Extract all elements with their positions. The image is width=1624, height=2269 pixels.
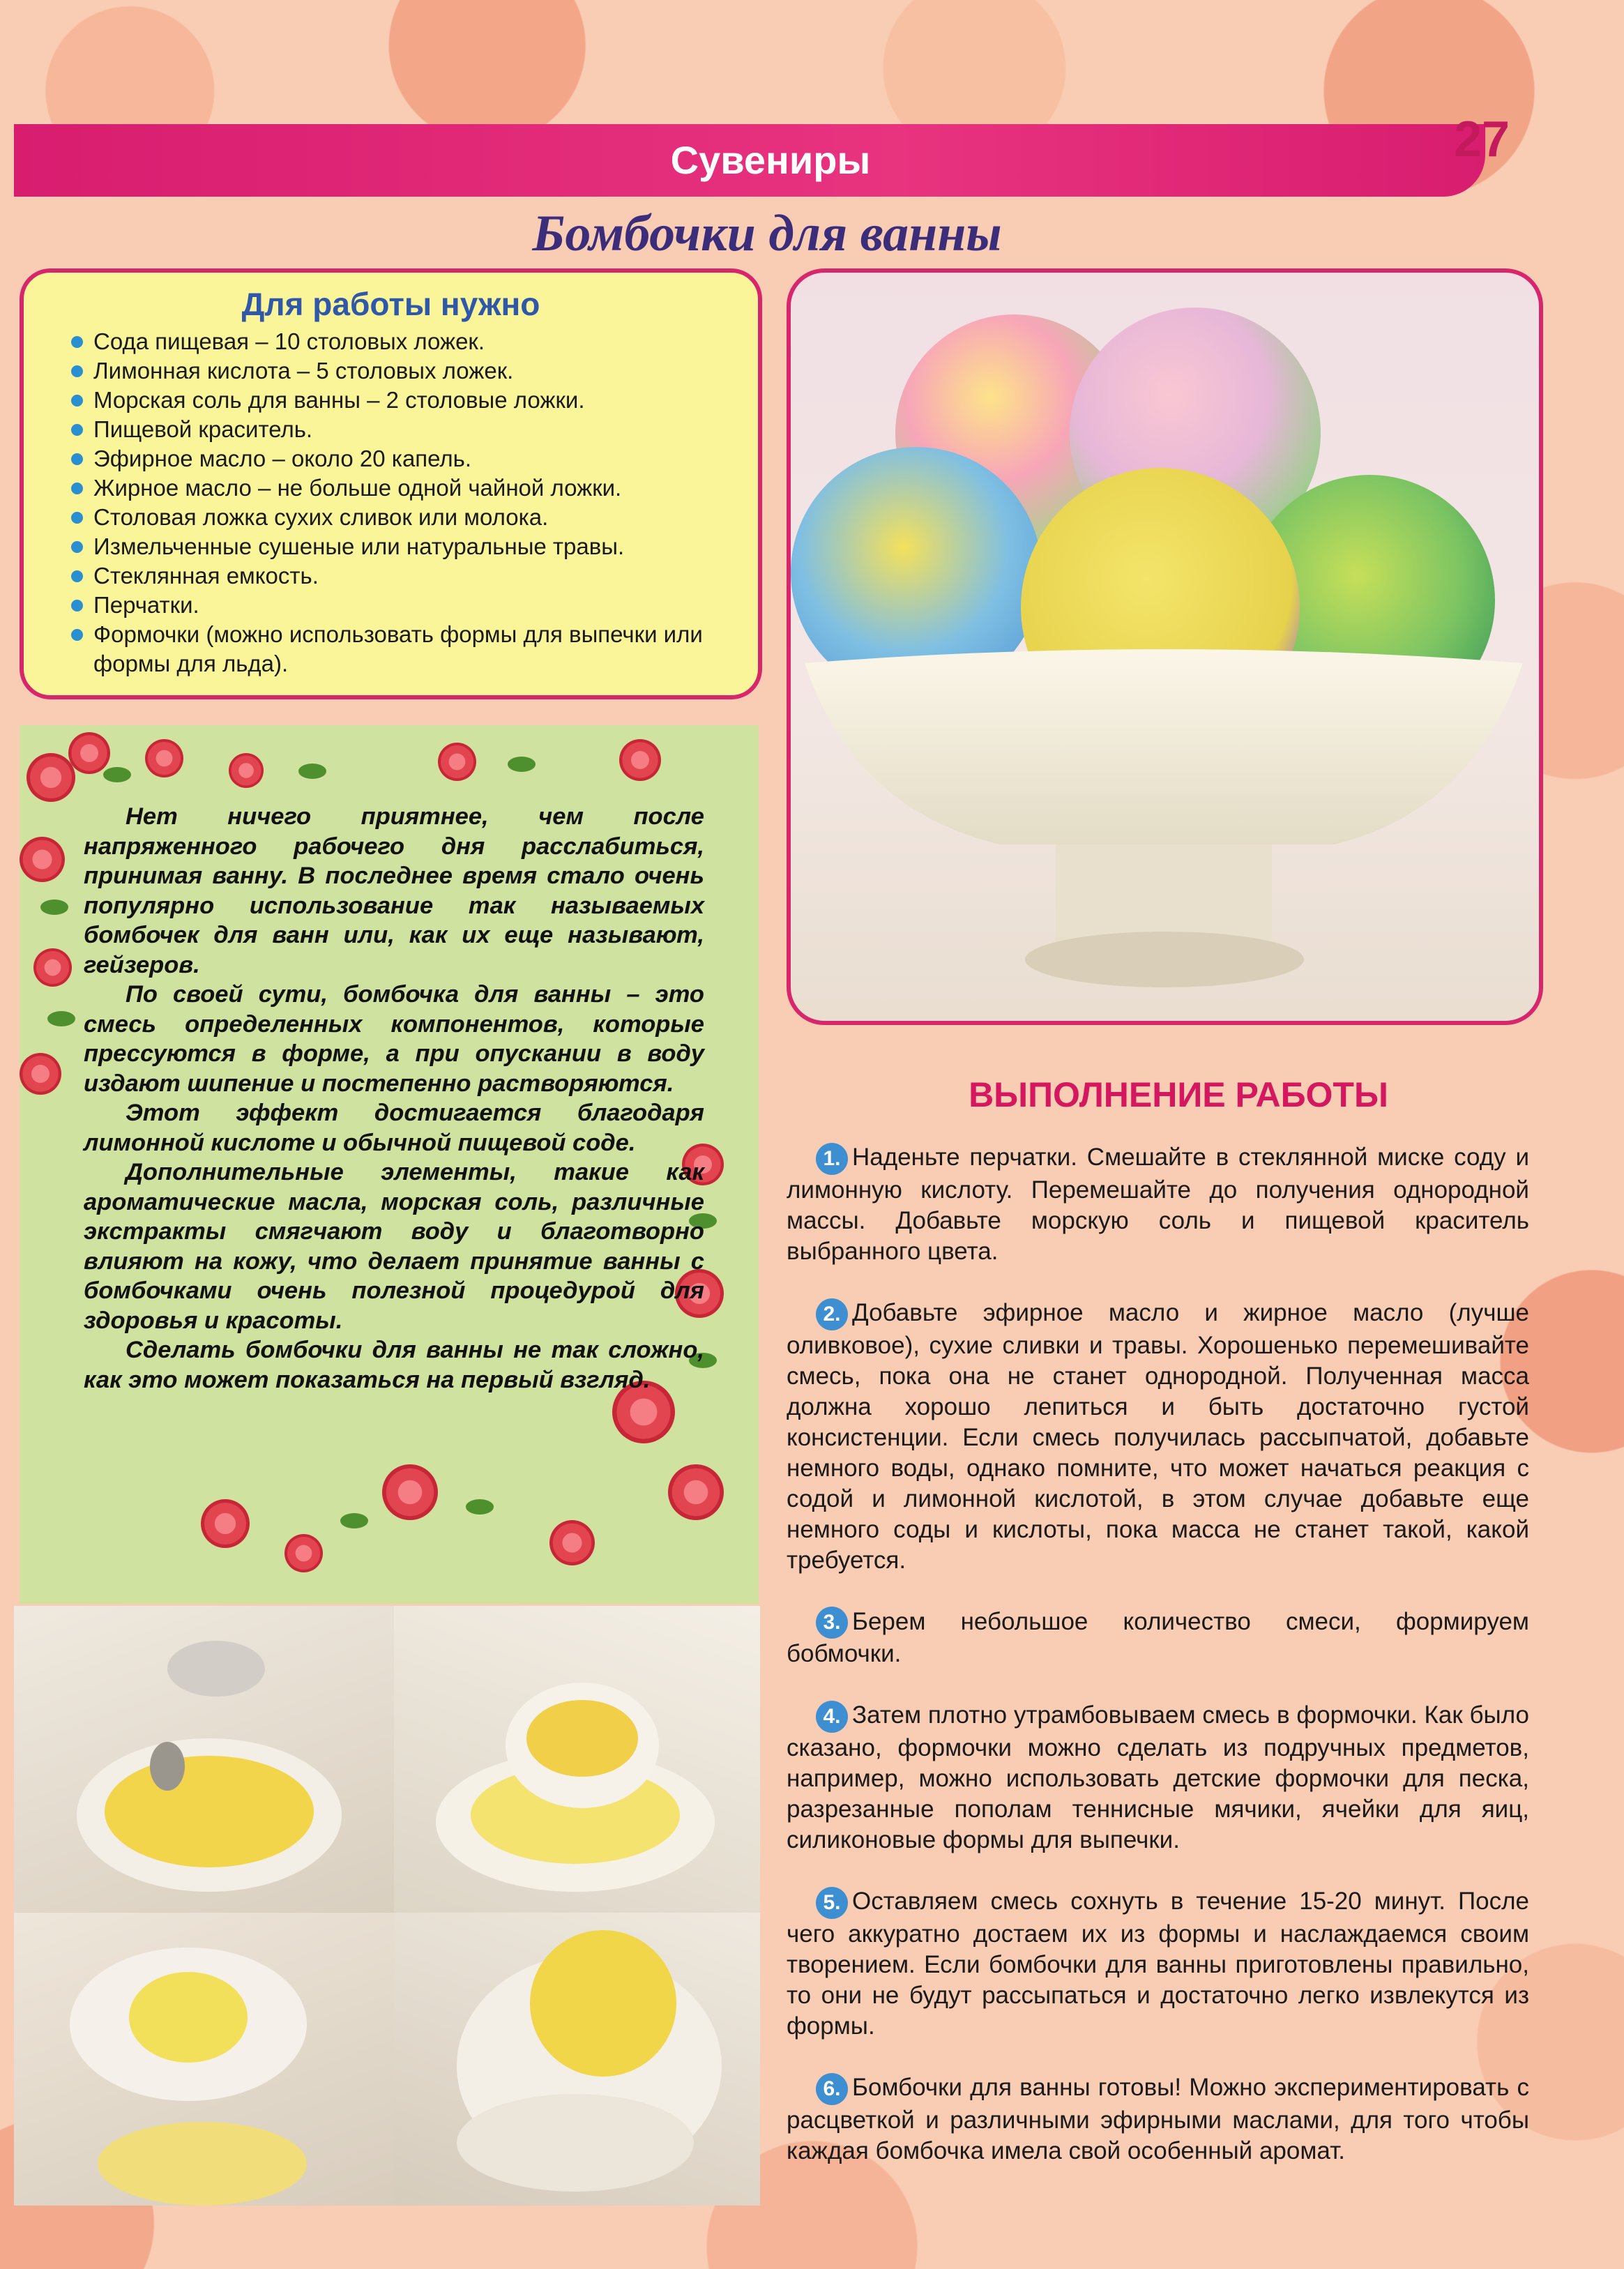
list-item: Морская соль для ванны – 2 столовые ложки. — [93, 386, 730, 415]
rose-decoration — [20, 1053, 61, 1095]
step-text: Затем плотно утрамбовываем смесь в формочки. Как было сказано, формочки можно сделать из подручных предметов, например, можно использовать детские формочки для песка, разрезанные пополам теннисные мячики, ячейки для яиц, силиконовые формы для выпечки. — [787, 1701, 1529, 1853]
leaf-decoration — [47, 1011, 75, 1026]
step-number: 2. — [816, 1298, 848, 1330]
bullet-icon — [71, 629, 83, 641]
bullet-icon — [71, 512, 83, 524]
molding-photo — [394, 1913, 760, 2206]
step-item — [787, 2072, 1529, 2166]
mixing-illustration — [14, 1606, 394, 1913]
section-title: Сувениры — [670, 138, 871, 182]
leaf-decoration — [103, 767, 131, 782]
step-text: Добавьте эфирное масло и жирное масло (лучше оливковое), сухие сливки и травы. Хорошенько перемешивайте смесь, пока она не станет однородной. Полученная масса должна хорошо лепиться и быть достаточно густой консистенции. Если смесь получилась рассыпчатой, добавьте немного воды, однако помните, что может начаться реакция с содой и лимонной кислотой, в этом случае добавьте еще немного соды и кислоты, пока масса не станет такой, какой требуется. — [787, 1298, 1529, 1574]
materials-box — [20, 268, 762, 699]
list-item: Перчатки. — [93, 591, 730, 620]
bullet-icon — [71, 365, 83, 377]
steps-heading: ВЫПОЛНЕНИЕ РАБОТЫ — [969, 1075, 1388, 1114]
list-item: Лимонная кислота – 5 столовых ложек. — [93, 356, 730, 386]
steps-list — [787, 1142, 1529, 2202]
step-item — [787, 1886, 1529, 2042]
shaping-photo — [394, 1606, 760, 1913]
rose-decoration — [438, 743, 476, 781]
rose-decoration — [26, 753, 75, 802]
bullet-icon — [71, 570, 83, 582]
rose-decoration — [668, 1464, 724, 1520]
mixing-photo — [14, 1606, 394, 1913]
intro-paragraph: Сделать бомбочки для ванны не так сложно, как это может показаться на первый взгляд. — [84, 1337, 704, 1393]
intro-paragraph: Нет ничего приятнее, чем после напряженного рабочего дня расслабиться, принимая ванну. В последнее время стало очень популярно использование так называемых бомбочек для ванн или, как их еще называют, гейзеров. — [84, 803, 704, 978]
list-item: Жирное масло – не больше одной чайной ложки. — [93, 473, 730, 503]
step-number: 4. — [816, 1701, 848, 1733]
rose-decoration — [284, 1534, 323, 1572]
step-text: Берем небольшое количество смеси, формируем бобмочки. — [787, 1607, 1529, 1668]
rose-decoration — [201, 1499, 250, 1548]
page-number: 27 — [1453, 112, 1510, 167]
rose-decoration — [68, 732, 110, 774]
list-item: Стеклянная емкость. — [93, 561, 730, 591]
bullet-icon — [71, 336, 83, 348]
list-item: Пищевой краситель. — [93, 415, 730, 444]
materials-list — [52, 327, 730, 678]
rose-decoration — [229, 753, 264, 788]
step-item — [787, 1700, 1529, 1856]
rose-decoration — [549, 1520, 595, 1565]
step-item — [787, 1607, 1529, 1670]
materials-heading: Для работы нужно — [241, 286, 540, 322]
rose-decoration — [20, 837, 65, 882]
rose-decoration — [145, 739, 183, 777]
list-item: Эфирное масло – около 20 капель. — [93, 444, 730, 473]
list-item: Сода пищевая – 10 столовых ложек. — [93, 327, 730, 356]
step-text: Бомбочки для ванны готовы! Можно экспериментировать с расцветкой и различными эфирными маслами, для того чтобы каждая бомбочка имела свой особенный аромат. — [787, 2073, 1529, 2164]
bullet-icon — [71, 395, 83, 407]
bullet-icon — [71, 453, 83, 465]
shaping-illustration — [394, 1606, 760, 1913]
bullet-icon — [71, 600, 83, 612]
list-item: Измельченные сушеные или натуральные травы. — [93, 532, 730, 561]
intro-text — [84, 802, 704, 1464]
step-item — [787, 1142, 1529, 1267]
bullet-icon — [71, 424, 83, 436]
rose-decoration — [382, 1464, 438, 1520]
list-item: Формочки (можно использовать формы для выпечки или формы для льда). — [93, 620, 730, 678]
leaf-decoration — [298, 764, 326, 779]
rose-decoration — [619, 739, 661, 781]
step-number: 5. — [816, 1887, 848, 1919]
bullet-icon — [71, 541, 83, 553]
step-number: 1. — [816, 1143, 848, 1175]
step-number: 3. — [816, 1607, 848, 1639]
molding-illustration — [394, 1913, 760, 2206]
list-item: Столовая ложка сухих сливок или молока. — [93, 503, 730, 532]
forming-illustration — [14, 1913, 394, 2206]
step-number: 6. — [816, 2073, 848, 2105]
step-text: Оставляем смесь сохнуть в течение 15-20 минут. После чего аккуратно достаем их из формы и наслаждаемся своим творением. Если бомбочки для ванны приготовлены правильно, то они не будут рассыпаться и достаточно легко извлекутся из формы. — [787, 1888, 1529, 2040]
forming-photo — [14, 1913, 394, 2206]
leaf-decoration — [340, 1513, 368, 1528]
intro-paragraph: Этот эффект достигается благодаря лимонной кислоте и обычной пищевой соде. — [84, 1100, 704, 1156]
intro-paragraph: Дополнительные элементы, такие как ароматические масла, морская соль, различные экстракты смягчают воду и благотворно влияют на кожу, что делает принятие ванны с бомбочками очень полезной процедурой для здоровья и красоты. — [84, 1159, 704, 1334]
intro-paragraph: По своей сути, бомбочка для ванны – это смесь определенных компонентов, которые прессуются в форме, а при опускании в воду издают шипение и постепенно растворяются. — [84, 981, 704, 1097]
process-photos — [14, 1606, 760, 2206]
bath-bombs-illustration — [791, 273, 1539, 1021]
rose-decoration — [33, 948, 72, 987]
step-item — [787, 1298, 1529, 1576]
bullet-icon — [71, 483, 83, 494]
step-text: Наденьте перчатки. Смешайте в стеклянной миске соду и лимонную кислоту. Перемешайте до получения однородной массы. Добавьте морскую соль и пищевой краситель выбранного цвета. — [787, 1144, 1529, 1265]
leaf-decoration — [40, 900, 68, 915]
bath-bombs-photo — [787, 268, 1543, 1025]
leaf-decoration — [466, 1499, 494, 1515]
leaf-decoration — [508, 757, 536, 772]
page-title: Бомбочки для ванны — [532, 205, 1002, 262]
